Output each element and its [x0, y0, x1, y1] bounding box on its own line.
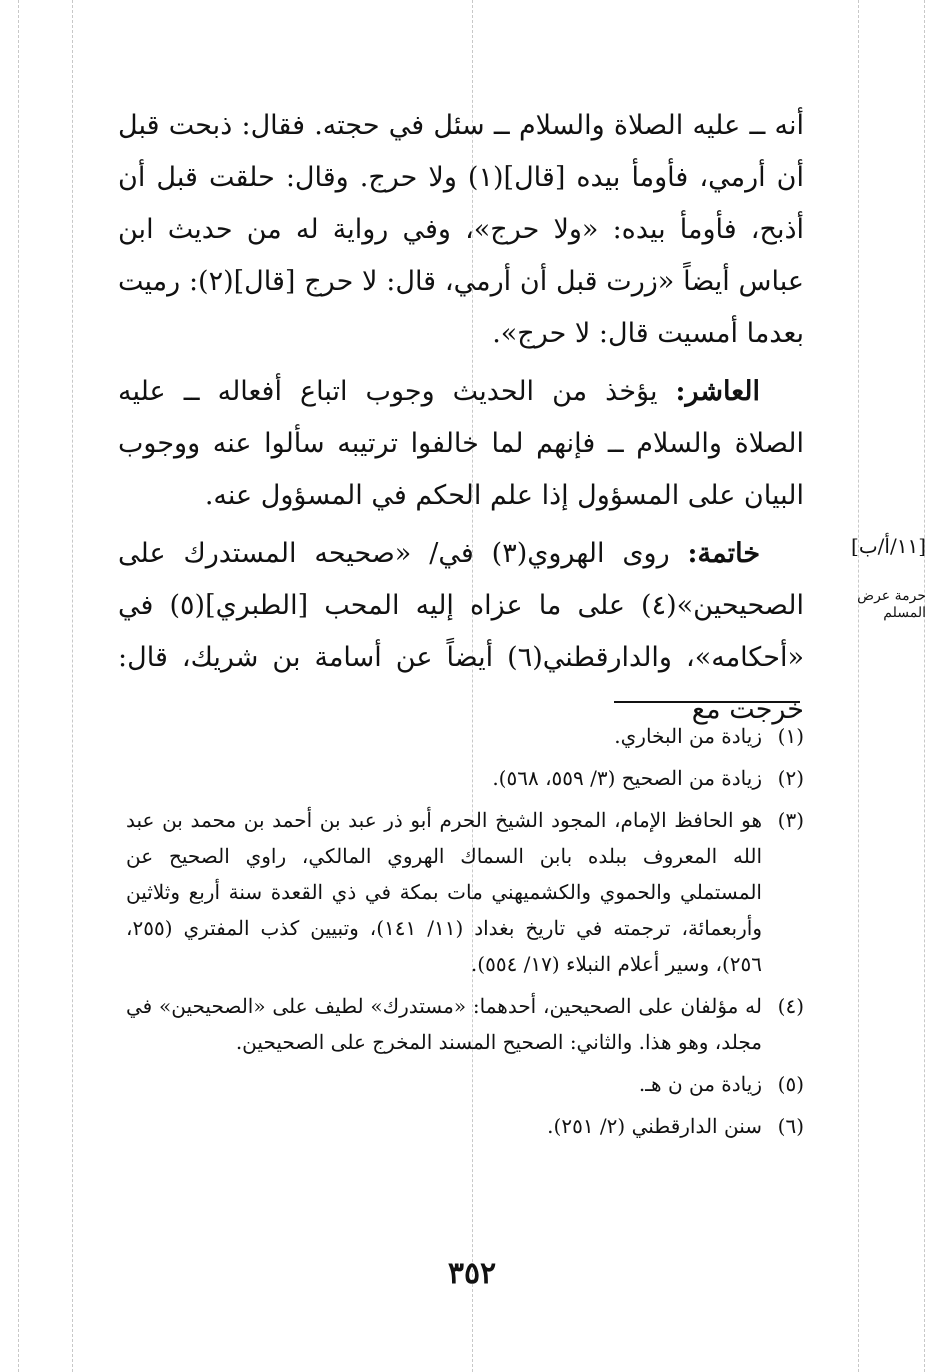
footnotes — [126, 718, 804, 1150]
footnote-text: زيادة من البخاري. — [614, 724, 762, 748]
paragraph-text: يؤخذ من الحديث وجوب اتباع أفعاله ــ عليه الصلاة والسلام ــ فإنهم لما خالفوا ترتيبه سألوا عنه ووجوب البيان على المسؤول إذا علم الحكم في المسؤول عنه. — [118, 376, 804, 511]
footnote-item — [126, 1108, 804, 1144]
body-paragraph: أنه ــ عليه الصلاة والسلام ــ سئل في حجته. فقال: ذبحت قبل أن أرمي، فأومأ بيده [قال](١) ولا حرج. وقال: حلقت قبل أن أذبح، فأومأ بيده: «ولا حرج»، وفي رواية له من حديث ابن عباس أيضاً «زرت قبل أن أرمي، قال: لا حرج [قال](٢): رميت بعدما أمسيت قال: لا حرج». — [118, 110, 805, 349]
main-text — [118, 100, 804, 736]
footnote-number: (٢) — [777, 766, 804, 790]
scan-guide-line — [858, 0, 859, 1372]
paragraph-lead: العاشر: — [675, 376, 760, 407]
margin-side-label: حرمة عرض المسلم — [857, 588, 926, 621]
scan-guide-line — [924, 0, 925, 1372]
margin-folio: [١١/أ/ب] — [851, 534, 926, 558]
footnote-item — [126, 718, 804, 754]
footnote-item — [126, 988, 804, 1060]
paragraph-lead: خاتمة: — [687, 538, 761, 569]
footnote-text: سنن الدارقطني (٢/ ٢٥١). — [547, 1114, 762, 1138]
scan-guide-line — [18, 0, 19, 1372]
paragraph-text: روى الهروي(٣) في/ «صحيحه المستدرك على الصحيحين»(٤) على ما عزاه إليه المحب [الطبري](٥) في «أحكامه»، والدارقطني(٦) أيضاً عن أسامة بن شريك، قال: خرجت مع — [118, 538, 805, 725]
footnote-text: زيادة من الصحيح (٣/ ٥٥٩، ٥٦٨). — [492, 766, 762, 790]
footnote-number: (٥) — [777, 1072, 804, 1096]
scan-guide-line — [72, 0, 73, 1372]
body-paragraph — [118, 366, 804, 522]
footnote-text: هو الحافظ الإمام، المجود الشيخ الحرم أبو ذر عبد بن أحمد بن محمد بن عبد الله المعروف ببلده بابن السماك الهروي المالكي، راوي الصحيح عن المستملي والحموي والكشميهني مات بمكة في ذي القعدة سنة أربع وثلاثين وأربعمائة، ترجمته في تاريخ بغداد (١١/ ١٤١)، وتبيين كذب المفتري (٢٥٥، ٢٥٦)، وسير أعلام النبلاء (١٧/ ٥٥٤). — [126, 808, 762, 976]
footnote-rule — [614, 701, 800, 703]
footnote-item — [126, 1066, 804, 1102]
footnote-text: له مؤلفان على الصحيحين، أحدهما: «مستدرك» لطيف على «الصحيحين» في مجلد، وهو هذا. والثاني: الصحيح المسند المخرج على الصحيحين. — [126, 994, 762, 1054]
footnote-number: (٤) — [777, 994, 804, 1018]
footnote-text: زيادة من ن هـ. — [638, 1072, 762, 1096]
footnote-number: (٦) — [777, 1114, 804, 1138]
footnote-number: (١) — [777, 724, 804, 748]
footnote-number: (٣) — [777, 808, 804, 832]
body-paragraph — [118, 528, 804, 736]
footnote-item — [126, 760, 804, 796]
page-number: ٣٥٢ — [447, 1256, 497, 1291]
footnote-item — [126, 802, 804, 982]
